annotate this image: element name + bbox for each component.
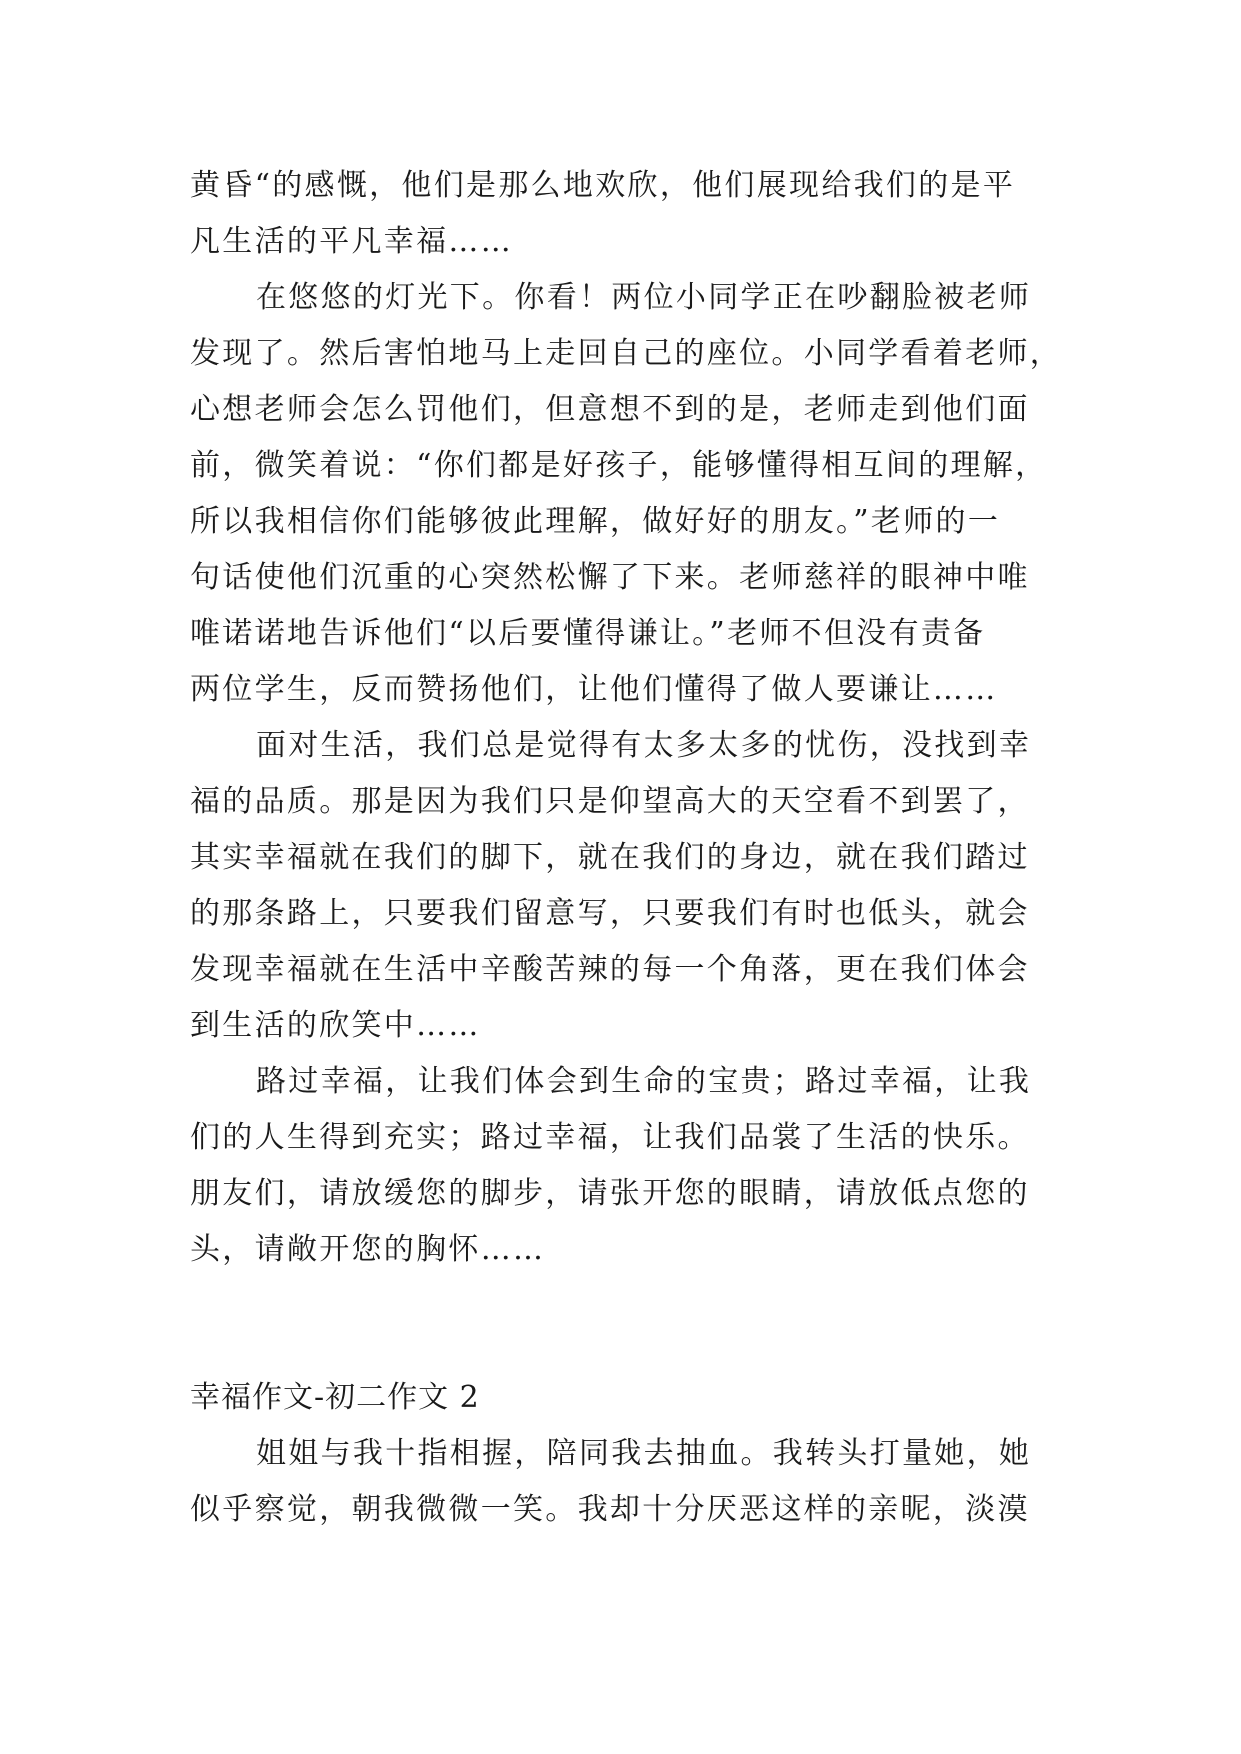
paragraph-5-line-2: 似乎察觉，朝我微微一笑。我却十分厌恶这样的亲昵，淡漠 — [190, 1492, 1030, 1527]
paragraph-2-line-4: 前，微笑着说：“你们都是好孩子，能够懂得相互间的理解， — [190, 448, 1048, 483]
paragraph-2-line-2: 发现了。然后害怕地马上走回自己的座位。小同学看着老师， — [190, 336, 1063, 371]
paragraph-2-line-5: 所以我相信你们能够彼此理解，做好好的朋友。”老师的一 — [190, 504, 1001, 539]
paragraph-4-line-2: 们的人生得到充实；路过幸福，让我们品裳了生活的快乐。 — [190, 1120, 1030, 1155]
article-body-top — [190, 158, 1063, 1278]
paragraph-3-line-4: 的那条路上，只要我们留意写，只要我们有时也低头，就会 — [190, 896, 1030, 931]
paragraph-2-line-1: 在悠悠的灯光下。你看！两位小同学正在吵翻脸被老师 — [256, 280, 1032, 315]
article-body-bottom — [190, 1426, 1060, 1538]
paragraph-4-line-3: 朋友们，请放缓您的脚步，请张开您的眼睛，请放低点您的 — [190, 1176, 1030, 1211]
paragraph-2-line-7: 唯诺诺地告诉他们“以后要懂得谦让。”老师不但没有责备 — [190, 616, 986, 651]
paragraph-2-line-3: 心想老师会怎么罚他们，但意想不到的是，老师走到他们面 — [190, 392, 1030, 427]
paragraph-3-line-1: 面对生活，我们总是觉得有太多太多的忧伤，没找到幸 — [256, 728, 1032, 763]
paragraph-1-line-1: 黄昏“的感慨，他们是那么地欢欣，他们展现给我们的是平 — [190, 168, 1016, 203]
paragraph-1-line-2: 凡生活的平凡幸福…… — [190, 224, 513, 259]
paragraph-4-line-4: 头，请敞开您的胸怀…… — [190, 1232, 546, 1267]
paragraph-2-line-6: 句话使他们沉重的心突然松懈了下来。老师慈祥的眼神中唯 — [190, 560, 1030, 595]
paragraph-5-line-1: 姐姐与我十指相握，陪同我去抽血。我转头打量她，她 — [256, 1436, 1032, 1471]
essay-heading: 幸福作文-初二作文 2 — [190, 1380, 480, 1415]
paragraph-3-line-2: 福的品质。那是因为我们只是仰望高大的天空看不到罢了， — [190, 784, 1030, 819]
paragraph-3-line-5: 发现幸福就在生活中辛酸苦辣的每一个角落，更在我们体会 — [190, 952, 1030, 987]
paragraph-2-line-8: 两位学生，反而赞扬他们，让他们懂得了做人要谦让…… — [190, 672, 998, 707]
paragraph-3-line-6: 到生活的欣笑中…… — [190, 1008, 481, 1043]
paragraph-4-line-1: 路过幸福，让我们体会到生命的宝贵；路过幸福，让我 — [256, 1064, 1032, 1099]
paragraph-3-line-3: 其实幸福就在我们的脚下，就在我们的身边，就在我们踏过 — [190, 840, 1030, 875]
